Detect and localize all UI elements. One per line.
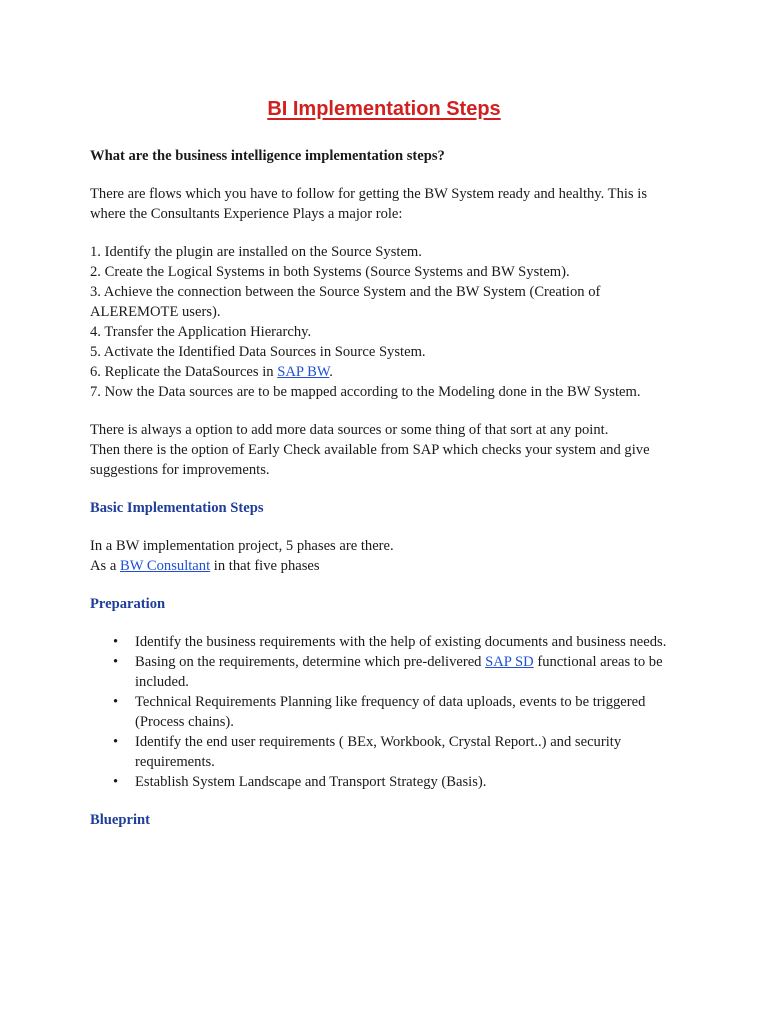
document-title: BI Implementation Steps (267, 98, 501, 120)
list-item-text: Basing on the requirements, determine which pre-delivered (135, 654, 486, 670)
list-item-text: functional areas to be included. (135, 654, 663, 690)
list-item: • Identify the end user requirements ( BEx, Workbook, Crystal Report..) and security requirements. (135, 732, 678, 772)
step-item: 3. Achieve the connection between the Source System and the BW System (Creation of ALEREMOTE users). (90, 284, 601, 320)
step-item: 4. Transfer the Application Hierarchy. (90, 324, 312, 340)
step-item: 5. Activate the Identified Data Sources in Source System. (90, 344, 426, 360)
note-paragraph: Then there is the option of Early Check available from SAP which checks your system and give suggestions for improvements. (90, 442, 650, 478)
phases-text: in that five phases (210, 558, 320, 574)
blueprint-heading: Blueprint (90, 812, 151, 828)
basic-steps-heading: Basic Implementation Steps (90, 500, 264, 516)
step-item: 2. Create the Logical Systems in both Systems (Source Systems and BW System). (90, 264, 570, 280)
question-heading: What are the business intelligence implementation steps? (90, 148, 445, 164)
notes-block (90, 420, 678, 480)
list-item: • Establish System Landscape and Transport Strategy (Basis). (135, 772, 678, 792)
intro-paragraph: There are flows which you have to follow for getting the BW System ready and healthy. This is where the Consultants Experience Plays a major role: (90, 186, 647, 222)
phases-line: In a BW implementation project, 5 phases are there. (90, 538, 394, 554)
step-item: 1. Identify the plugin are installed on the Source System. (90, 244, 422, 260)
bw-consultant-link[interactable]: BW Consultant (120, 558, 211, 574)
step-text: . (329, 364, 333, 380)
preparation-list (90, 632, 678, 792)
phases-block (90, 536, 678, 576)
list-item (135, 652, 678, 692)
step-item (90, 362, 678, 382)
list-item: • Technical Requirements Planning like frequency of data uploads, events to be triggered (Process chains). (135, 692, 678, 732)
phases-line (90, 556, 678, 576)
preparation-heading: Preparation (90, 596, 166, 612)
step-item: 7. Now the Data sources are to be mapped according to the Modeling done in the BW System. (90, 384, 641, 400)
sap-bw-link[interactable]: SAP BW (277, 364, 330, 380)
sap-sd-link[interactable]: SAP SD (485, 654, 534, 670)
steps-list (90, 242, 678, 402)
list-item: • Identify the business requirements with the help of existing documents and business needs. (135, 632, 678, 652)
step-text: 6. Replicate the DataSources in (90, 364, 278, 380)
note-paragraph: There is always a option to add more data sources or some thing of that sort at any point. (90, 422, 609, 438)
phases-text: As a (90, 558, 120, 574)
